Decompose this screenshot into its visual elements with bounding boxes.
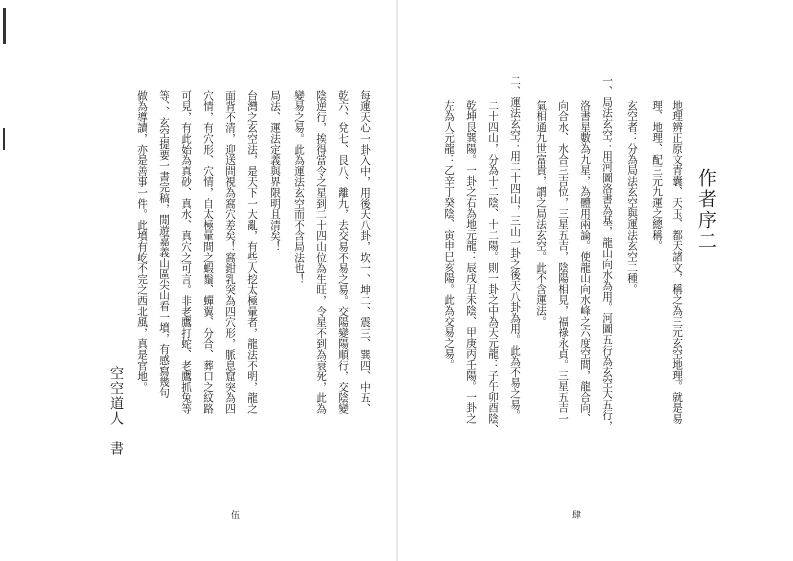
text-column: 每運天心一卦入中，用後天八卦，坎一、坤二、震三、巽四、中五、 — [359, 90, 371, 414]
page-number: 伍 — [231, 511, 241, 521]
text-column: 一、局法玄空：用河圖洛書為基，龍山向水為用。河圖五行為玄空大五行， — [601, 75, 613, 432]
text-column: 地理辨正原文青囊、天玉、都天諸文，稱之為三元玄空地理。就是易 — [671, 100, 683, 424]
text-column: 左為人元龍：乙辛丁癸陰、寅申巳亥陽。此為交易之易。 — [443, 100, 455, 370]
scan-edge-mark — [3, 8, 6, 44]
text-column: 乾坤艮巽陽。一卦之右為地元龍：辰戌丑未陰、甲庚丙壬陽。一卦之 — [465, 100, 477, 424]
page-title: 作者序二 — [695, 168, 717, 252]
text-column: 理、地理、配三元九運之總稱。 — [651, 100, 663, 252]
text-column: 做為導讀，亦是善事一件。此墳有屹不完之西北風，真是官地。 — [136, 90, 148, 393]
text-column: 等、、玄空提要一書完稿，閒遊嘉義山區尖山看一墳，有感寫幾句 — [158, 90, 170, 398]
text-column: 二、運法玄空：用二十四山，三山一卦之後天八卦為用。此為不易之易。 — [509, 75, 521, 421]
text-column: 洛書星數為九星，為體用兩論。使龍山向水峰之六度空間，龍合向、 — [579, 100, 591, 424]
text-column: 局法、運法定義與界限明且清矣！ — [269, 90, 281, 252]
text-column: 穴情，有穴形、穴情，自太極暈間之蝦鬚、蟬翼、分合、葬口之紋路 — [202, 90, 214, 414]
scan-edge-mark — [3, 128, 5, 150]
text-column: 向合水、水合三吉位，三星五吉，陰陽相見，福祿永貞。三星五吉一 — [557, 100, 569, 424]
text-column: 二十四山，分為十二陰、十二陽。則一卦之中為天元龍：子午卯酉陰、 — [487, 100, 499, 435]
text-column: 可見，有此始為真砂、真水、真穴之可言。非老鷹打蛇、老鷹抓兔等 — [180, 90, 192, 414]
text-column: 面背不清，迎送問視為窩穴差矣！窩鉗乳突為四穴形，脈息窟突為四 — [224, 90, 236, 414]
page-number: 肆 — [572, 511, 582, 521]
text-column: 台灣之玄空法，是天下一大亂，有些人挖太極暈者，龍法不明，龍之 — [246, 90, 258, 414]
page-fold — [396, 0, 398, 561]
text-column: 乾六、兌七、艮八、離九，去交易不易之易。交陽變陽順行，交陰變 — [337, 90, 349, 414]
text-column: 變易之易。此為運法玄空而不含局法也！ — [293, 90, 305, 285]
author-signature: 空空道人 書 — [108, 366, 124, 456]
text-column: 氣相通九世富貴，謂之局法玄空。此不含運法。 — [535, 100, 547, 327]
text-column: 玄空者：分為局法玄空與運法玄空二種。 — [626, 100, 638, 295]
text-column: 陰逆行，挨得當令之星到二十四山位為生旺，令星不到為衰死，此為 — [315, 90, 327, 414]
